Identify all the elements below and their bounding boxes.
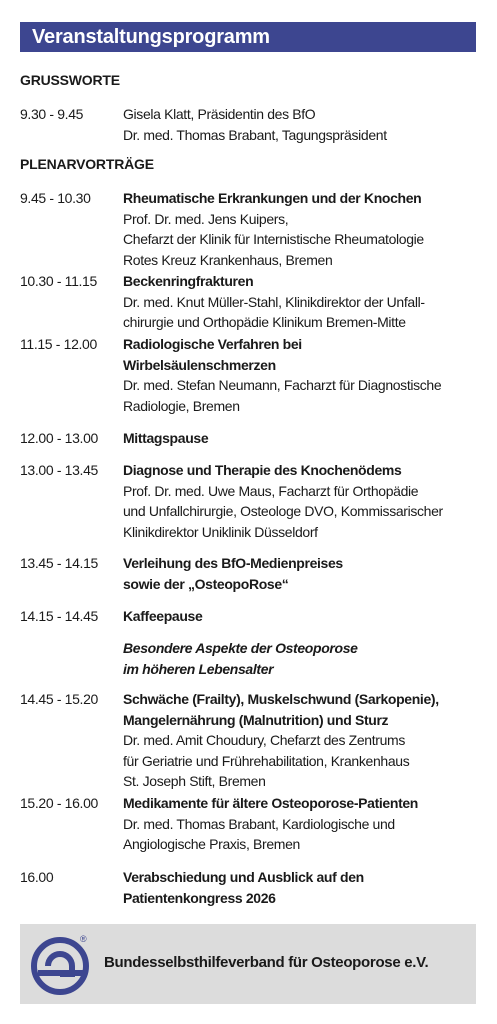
- speaker-line: chirurgie und Orthopädie Klinikum Bremen-Mitte: [123, 314, 406, 331]
- talk-title: Kaffeepause: [123, 608, 203, 624]
- page-title: Veranstaltungsprogramm: [20, 22, 476, 52]
- speaker-line: Klinikdirektor Uniklinik Düsseldorf: [123, 523, 318, 540]
- talk-title: Rheumatische Erkrankungen und der Knochen: [123, 190, 422, 206]
- time-slot: 9.30 - 9.45: [20, 106, 84, 122]
- subheading-line: im höheren Lebensalter: [123, 660, 274, 677]
- organization-name: Bundesselbsthilfeverband für Osteoporose e.V.: [104, 954, 429, 971]
- talk-title: Mittagspause: [123, 430, 209, 446]
- talk-title: Schwäche (Frailty), Muskelschwund (Sarkopenie),: [123, 691, 439, 707]
- talk-title: Beckenringfrakturen: [123, 273, 254, 289]
- time-slot: 16.00: [20, 869, 54, 885]
- time-slot: 14.15 - 14.45: [20, 608, 98, 624]
- subheading-line: Besondere Aspekte der Osteoporose: [123, 640, 358, 656]
- time-slot: 12.00 - 13.00: [20, 430, 98, 446]
- speaker-line: Prof. Dr. med. Jens Kuipers,: [123, 210, 289, 227]
- footer-banner: [20, 924, 476, 1004]
- speaker-line: Chefarzt der Klinik für Internistische Rheumatologie: [123, 231, 424, 248]
- registered-mark: ®: [80, 934, 87, 944]
- speaker-line: Dr. med. Thomas Brabant, Kardiologische und: [123, 815, 395, 832]
- speaker-line: Angiologische Praxis, Bremen: [123, 836, 300, 853]
- talk-title: Patientenkongress 2026: [123, 889, 276, 906]
- speaker-line: St. Joseph Stift, Bremen: [123, 773, 266, 790]
- speaker-line: Gisela Klatt, Präsidentin des BfO: [123, 106, 316, 122]
- bfo-logo-icon: [30, 932, 92, 996]
- time-slot: 13.45 - 14.15: [20, 555, 98, 571]
- time-slot: 14.45 - 15.20: [20, 691, 98, 707]
- talk-title: Wirbelsäulenschmerzen: [123, 356, 276, 373]
- talk-title: Verleihung des BfO-Medienpreises: [123, 555, 343, 571]
- talk-title: Diagnose und Therapie des Knochenödems: [123, 462, 402, 478]
- speaker-line: Dr. med. Knut Müller-Stahl, Klinikdirektor der Unfall-: [123, 293, 425, 310]
- section-heading-grussworte: GRUSSWORTE: [20, 72, 120, 88]
- talk-title: Mangelernährung (Malnutrition) und Sturz: [123, 711, 389, 728]
- speaker-line: und Unfallchirurgie, Osteologe DVO, Kommissarischer: [123, 503, 443, 520]
- section-heading-plenarvortraege: PLENARVORTRÄGE: [20, 156, 154, 172]
- speaker-line: Rotes Kreuz Krankenhaus, Bremen: [123, 251, 333, 268]
- speaker-line: Prof. Dr. med. Uwe Maus, Facharzt für Orthopädie: [123, 482, 419, 499]
- time-slot: 10.30 - 11.15: [20, 273, 97, 289]
- speaker-line: für Geriatrie und Frührehabilitation, Krankenhaus: [123, 752, 410, 769]
- time-slot: 9.45 - 10.30: [20, 190, 91, 206]
- talk-title: sowie der „OsteopoRose“: [123, 575, 289, 592]
- speaker-line: Dr. med. Stefan Neumann, Facharzt für Diagnostische: [123, 377, 442, 394]
- time-slot: 11.15 - 12.00: [20, 336, 97, 352]
- time-slot: 15.20 - 16.00: [20, 795, 98, 811]
- speaker-line: Dr. med. Thomas Brabant, Tagungspräsident: [123, 126, 387, 143]
- speaker-line: Radiologie, Bremen: [123, 397, 240, 414]
- talk-title: Radiologische Verfahren bei: [123, 336, 302, 352]
- speaker-line: Dr. med. Amit Choudury, Chefarzt des Zentrums: [123, 732, 405, 749]
- time-slot: 13.00 - 13.45: [20, 462, 98, 478]
- talk-title: Verabschiedung und Ausblick auf den: [123, 869, 364, 885]
- talk-title: Medikamente für ältere Osteoporose-Patienten: [123, 795, 419, 811]
